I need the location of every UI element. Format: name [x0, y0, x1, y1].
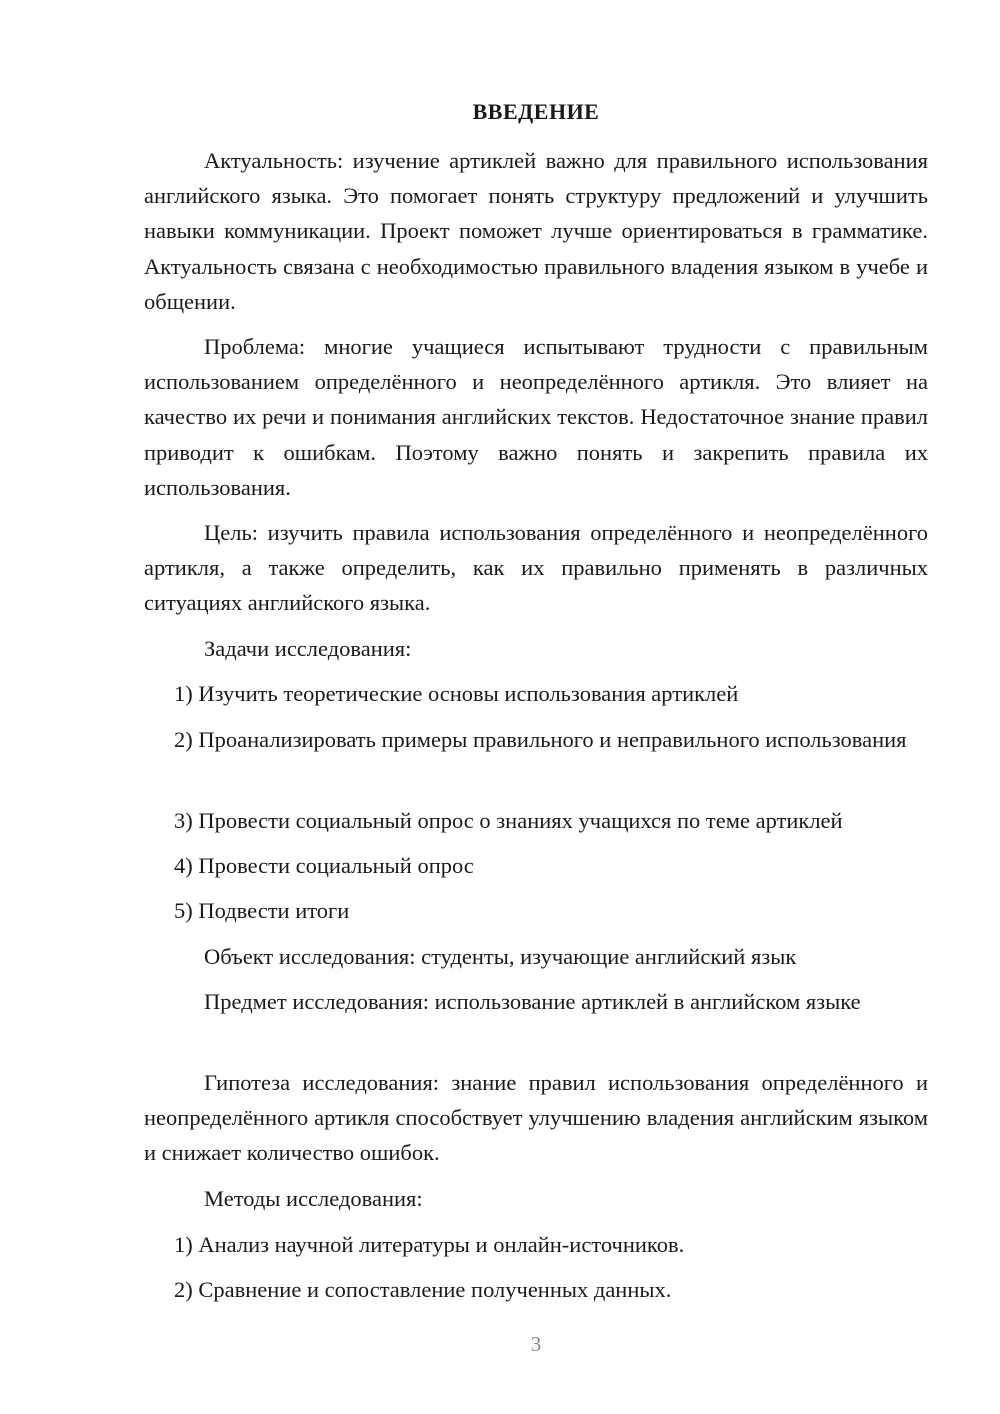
method-item: 1) Анализ научной литературы и онлайн-источников. — [174, 1232, 685, 1257]
problem-paragraph: Проблема: многие учащиеся испытывают трудности с правильным использованием определённого и неопределённого артикля. Это влияет на качество их речи и понимания английских текстов. Недостаточное знание правил приводит к ошибкам. Поэтому важно понять и закрепить правила их использования. — [144, 334, 928, 500]
hypothesis-paragraph: Гипотеза исследования: знание правил использования определённого и неопределённого артикля способствует улучшению владения английским языком и снижает количество ошибок. — [144, 1070, 928, 1166]
subject-paragraph: Предмет исследования: использование артиклей в английском языке — [204, 989, 861, 1014]
relevance-paragraph: Актуальность: изучение артиклей важно для правильного использования английского языка. Это помогает понять структуру предложений и улучшить навыки коммуникации. Проект поможет лучше ориентироваться в грамматике. Актуальность связана с необходимостью правильного владения языком в учебе и общении. — [144, 148, 928, 314]
page-number: 3 — [530, 1332, 542, 1356]
page-title: ВВЕДЕНИЕ — [472, 99, 600, 124]
object-paragraph: Объект исследования: студенты, изучающие английский язык — [204, 944, 797, 969]
task-item: 5) Подвести итоги — [174, 898, 350, 923]
task-item: 4) Провести социальный опрос — [174, 853, 474, 878]
tasks-heading: Задачи исследования: — [204, 636, 412, 661]
goal-paragraph: Цель: изучить правила использования определённого и неопределённого артикля, а также определить, как их правильно применять в различных ситуациях английского языка. — [144, 520, 928, 616]
task-item: 1) Изучить теоретические основы использования артиклей — [174, 681, 739, 706]
task-item: 3) Провести социальный опрос о знаниях учащихся по теме артиклей — [174, 808, 843, 833]
method-item: 2) Сравнение и сопоставление полученных данных. — [174, 1277, 672, 1302]
methods-heading: Методы исследования: — [204, 1186, 423, 1211]
task-item: 2) Проанализировать примеры правильного и неправильного использования — [174, 727, 907, 752]
